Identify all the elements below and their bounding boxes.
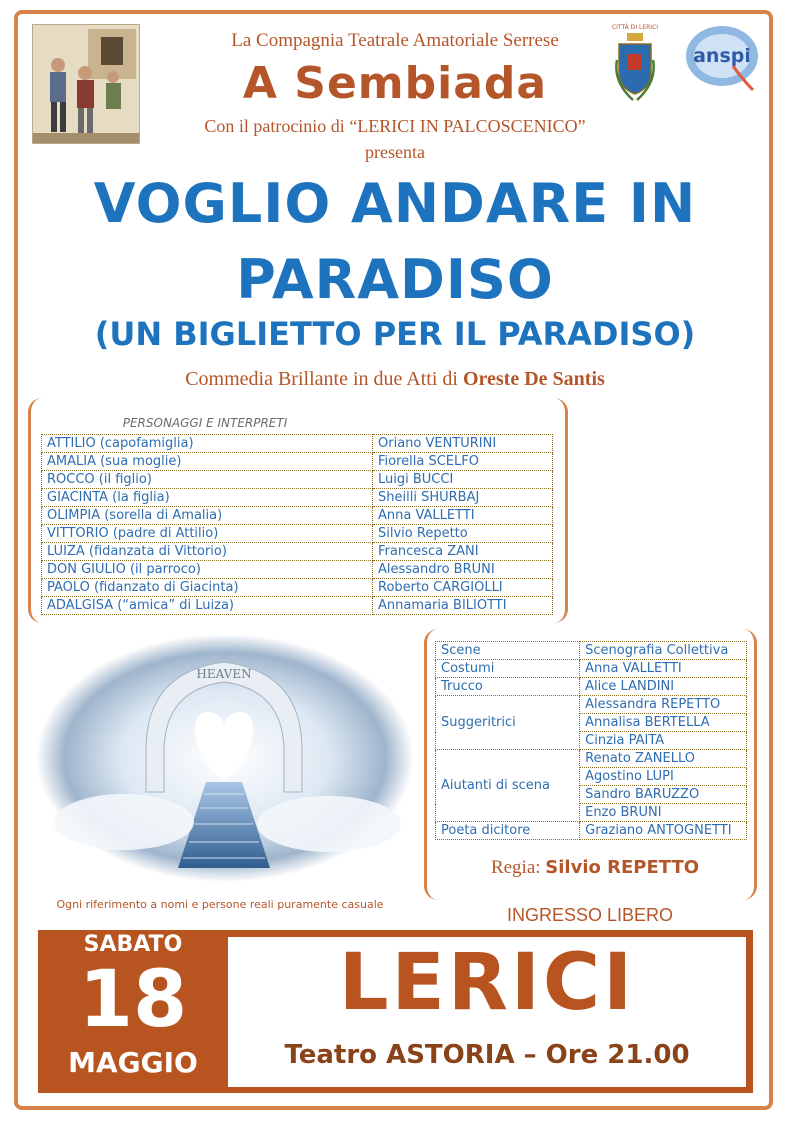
- cast-table: [41, 434, 553, 615]
- play-subtitle: (UN BIGLIETTO PER IL PARADISO): [94, 315, 696, 353]
- cast-actor: Oriano VENTURINI: [373, 435, 553, 453]
- gate-sign-text: HEAVEN: [196, 667, 252, 681]
- cast-actor: Alessandro BRUNI: [373, 561, 553, 579]
- crew-role: Trucco: [436, 678, 580, 696]
- cast-actor: Silvio Repetto: [373, 525, 553, 543]
- cast-row: [42, 489, 553, 507]
- director-name: Silvio REPETTO: [545, 857, 700, 878]
- cast-row: [42, 543, 553, 561]
- cast-actor: Anna VALLETTI: [373, 507, 553, 525]
- cast-row: [42, 507, 553, 525]
- crew-row-scene: [436, 642, 747, 660]
- cast-row: [42, 435, 553, 453]
- crew-person: Cinzia PAITA: [580, 732, 747, 750]
- crew-person: Sandro BARUZZO: [580, 786, 747, 804]
- disclaimer-note: Ogni riferimento a nomi e persone reali puramente casuale: [56, 898, 384, 911]
- cast-character: AMALIA (sua moglie): [42, 453, 373, 471]
- cast-row: [42, 525, 553, 543]
- event-month: MAGGIO: [68, 1046, 198, 1079]
- crew-row-suggeritrici: [436, 696, 747, 714]
- cast-actor: Sheilli SHURBAJ: [373, 489, 553, 507]
- crew-row-poeta: [436, 822, 747, 840]
- crew-role: Poeta dicitore: [436, 822, 580, 840]
- cast-character: OLIMPIA (sorella di Amalia): [42, 507, 373, 525]
- crew-person: Scenografia Collettiva: [580, 642, 747, 660]
- event-day: SABATO: [83, 932, 183, 957]
- crew-role: Suggeritrici: [436, 696, 580, 750]
- event-date: 18: [78, 955, 188, 1045]
- troupe-name: A Sembiada: [242, 58, 548, 109]
- crew-table: [435, 641, 747, 840]
- crew-role: Costumi: [436, 660, 580, 678]
- cast-row: [42, 597, 553, 615]
- crew-row-aiutanti: [436, 750, 747, 768]
- free-entry-label: INGRESSO LIBERO: [506, 905, 674, 925]
- cast-character: GIACINTA (la figlia): [42, 489, 373, 507]
- patronage-line: Con il patrocinio di “LERICI IN PALCOSCENICO”: [204, 116, 586, 136]
- svg-text:CITTÀ DI LERICI: CITTÀ DI LERICI: [611, 24, 659, 31]
- cast-character: ROCCO (il figlio): [42, 471, 373, 489]
- cast-row: [42, 453, 553, 471]
- crew-person: Renato ZANELLO: [580, 750, 747, 768]
- presents-line: presenta: [365, 142, 425, 162]
- cast-character: ATTILIO (capofamiglia): [42, 435, 373, 453]
- crew-person: Enzo BRUNI: [580, 804, 747, 822]
- cast-actor: Annamaria BILIOTTI: [373, 597, 553, 615]
- anspi-logo-text: anspi: [693, 45, 751, 67]
- crew-person: Graziano ANTOGNETTI: [580, 822, 747, 840]
- crew-row-costumi: [436, 660, 747, 678]
- cast-character: LUIZA (fidanzata di Vittorio): [42, 543, 373, 561]
- cast-actor: Fiorella SCELFO: [373, 453, 553, 471]
- crew-person: Alessandra REPETTO: [580, 696, 747, 714]
- company-name: La Compagnia Teatrale Amatoriale Serrese: [231, 30, 559, 51]
- cast-character: PAOLO (fidanzato di Giacinta): [42, 579, 373, 597]
- cast-row: [42, 471, 553, 489]
- crew-person: Anna VALLETTI: [580, 660, 747, 678]
- cast-row: [42, 579, 553, 597]
- play-title-line1: VOGLIO ANDARE IN: [93, 172, 697, 235]
- cast-character: ADALGISA (“amica” di Luiza): [42, 597, 373, 615]
- event-venue-time: Teatro ASTORIA – Ore 21.00: [284, 1040, 690, 1070]
- crew-row-trucco: [436, 678, 747, 696]
- crew-role: Aiutanti di scena: [436, 750, 580, 822]
- cast-row: [42, 561, 553, 579]
- genre-line: [0, 368, 790, 391]
- crew-role: Scene: [436, 642, 580, 660]
- play-title-line2: PARADISO: [236, 248, 554, 311]
- cast-character: DON GIULIO (il parroco): [42, 561, 373, 579]
- cast-heading: PERSONAGGI E INTERPRETI: [122, 416, 288, 430]
- cast-actor: Francesca ZANI: [373, 543, 553, 561]
- cast-table-body: [42, 435, 553, 615]
- heaven-gate-image: [34, 632, 416, 884]
- cast-actor: Luigi BUCCI: [373, 471, 553, 489]
- genre-prefix: Commedia Brillante in due Atti di: [185, 368, 458, 390]
- cast-actor: Roberto CARGIOLLI: [373, 579, 553, 597]
- crew-person: Agostino LUPI: [580, 768, 747, 786]
- crew-person: Annalisa BERTELLA: [580, 714, 747, 732]
- director-line: [430, 857, 760, 879]
- director-label: Regia:: [490, 857, 541, 878]
- crew-person: Alice LANDINI: [580, 678, 747, 696]
- cast-character: VITTORIO (padre di Attilio): [42, 525, 373, 543]
- event-city: LERICI: [338, 938, 636, 1028]
- author-name: Oreste De Santis: [462, 368, 605, 390]
